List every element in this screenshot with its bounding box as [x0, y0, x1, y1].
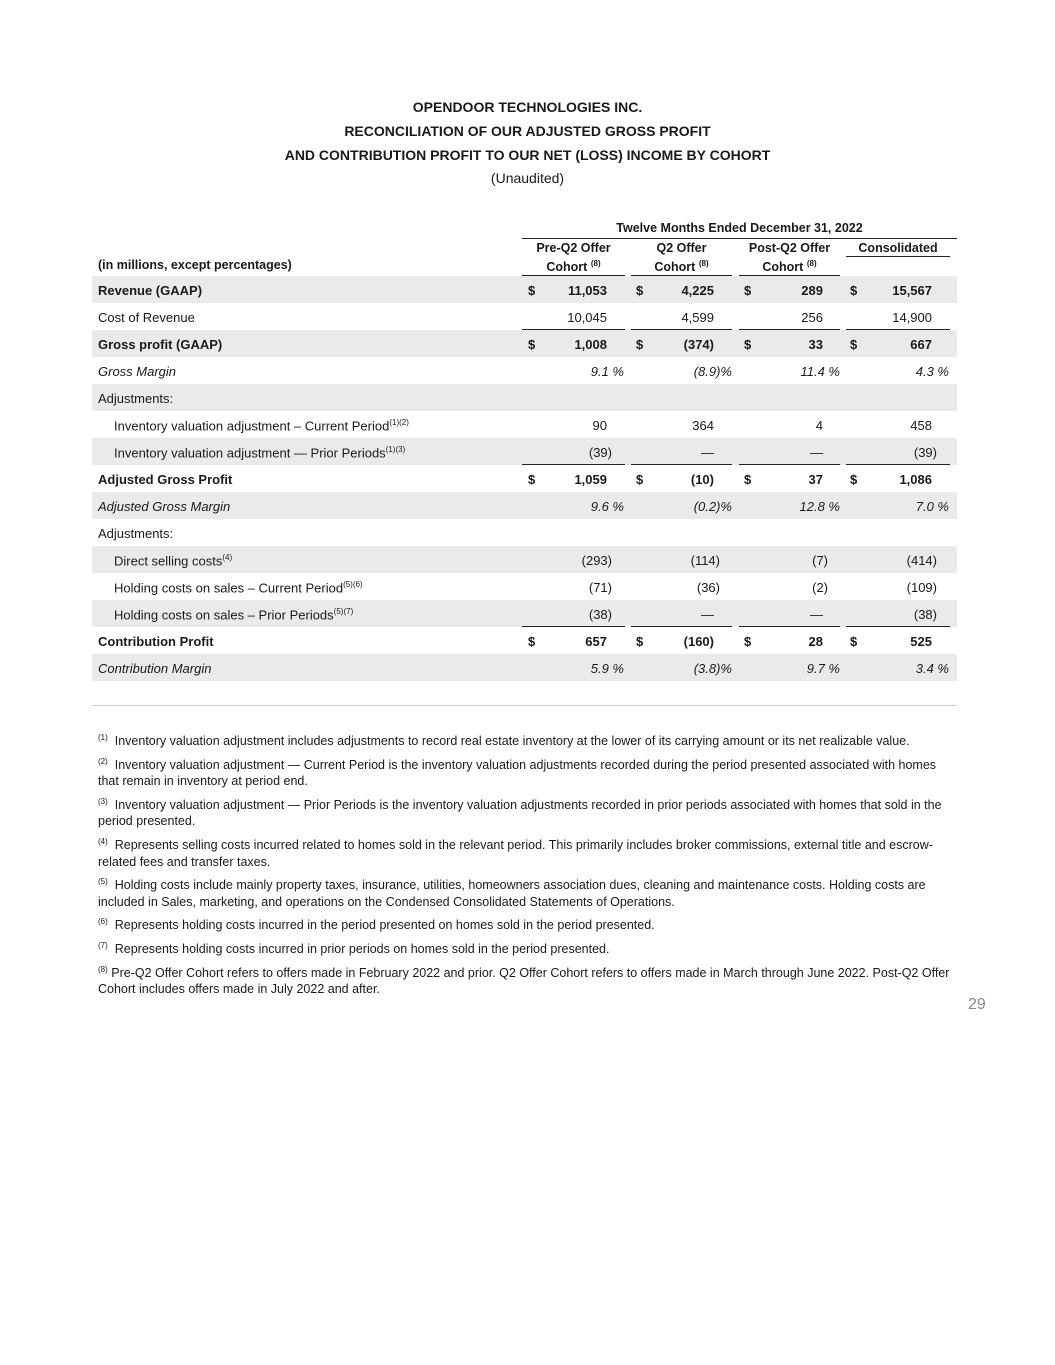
cell-post-q2: 11.4 %: [800, 364, 840, 379]
reconciliation-table: [92, 276, 957, 681]
cell-post-q2: —: [810, 607, 823, 622]
footnote: $^{(8)}$ Pre-Q2 Offer Cohort refers to offers made in February 2022 and prior. Q2 Offer Cohort refers to offers made in March through June 2022. Post-Q2 Offer Cohort includes offers made in July 2022 and after.: [98, 964, 950, 997]
row-label: Contribution Profit: [98, 634, 214, 649]
cell-consolidated: 7.0 %: [915, 499, 949, 514]
cell-pre-q2: 5.9 %: [590, 661, 624, 676]
currency-symbol: $: [850, 472, 858, 487]
currency-symbol: $: [636, 337, 644, 352]
currency-symbol: $: [636, 634, 644, 649]
currency-symbol: $: [528, 634, 536, 649]
row-label: Adjustments:: [98, 526, 174, 541]
footnotes: [98, 730, 958, 1002]
table-row-gross-margin: [92, 357, 957, 384]
row-label: Holding costs on sales – Prior Periods$^{(5)(7)}$: [114, 607, 354, 623]
row-label: Revenue (GAAP): [98, 283, 203, 298]
table-row-iva-current: [92, 411, 957, 438]
cell-post-q2: (2): [812, 580, 828, 595]
cell-q2: (374): [683, 337, 714, 352]
table-row-gross-profit: [92, 330, 957, 357]
footnote: $^{(6)}$ Represents holding costs incurred in the period presented on homes sold in the period presented.: [98, 917, 655, 933]
report-title-line-2: AND CONTRIBUTION PROFIT TO OUR NET (LOSS) INCOME BY COHORT: [284, 147, 771, 163]
row-label: Adjusted Gross Margin: [98, 499, 231, 514]
column-header-line: Cohort $^{(8)}$: [546, 259, 601, 275]
cell-q2: (0.2)%: [693, 499, 732, 514]
column-header-q2: [631, 240, 732, 276]
cell-post-q2: 37: [808, 472, 823, 487]
section-divider: [92, 705, 957, 706]
table-row-holding-costs-prior: [92, 600, 957, 627]
column-header-line: Post-Q2 Offer: [748, 241, 831, 255]
cell-q2: (160): [683, 634, 714, 649]
table-row-direct-selling-costs: [92, 546, 957, 573]
currency-symbol: $: [744, 472, 752, 487]
cell-q2: (10): [690, 472, 714, 487]
footnote: $^{(1)}$ Inventory valuation adjustment includes adjustments to record real estate inventory at the lower of its carrying amount or its net realizable value.: [98, 733, 910, 749]
cell-q2: (3.8)%: [693, 661, 732, 676]
footnote: $^{(4)}$ Represents selling costs incurred related to homes sold in the relevant period. This primarily includes broker commissions, external title and escrow-related fees and transfer taxes.: [98, 836, 933, 869]
column-header-line: Cohort $^{(8)}$: [654, 259, 709, 275]
cell-post-q2: 28: [808, 634, 823, 649]
column-header-line: Pre-Q2 Offer: [536, 241, 611, 255]
row-label: Gross profit (GAAP): [98, 337, 223, 352]
cell-q2: (114): [690, 553, 720, 568]
column-header-pre-q2: [522, 240, 625, 276]
table-row-revenue: [92, 276, 957, 303]
company-name: OPENDOOR TECHNOLOGIES INC.: [412, 99, 643, 115]
cell-q2: —: [701, 607, 714, 622]
cell-pre-q2: 657: [585, 634, 607, 649]
row-label: Holding costs on sales – Current Period$^{(5)(6)}$: [114, 580, 363, 596]
cell-post-q2: 9.7 %: [806, 661, 840, 676]
cell-pre-q2: 1,059: [574, 472, 607, 487]
row-label: Inventory valuation adjustment — Prior Periods$^{(1)(3)}$: [114, 445, 406, 461]
cell-pre-q2: (39): [588, 445, 612, 460]
cell-consolidated: (39): [913, 445, 937, 460]
cell-pre-q2: 10,045: [567, 310, 607, 325]
cell-q2: (8.9)%: [693, 364, 732, 379]
table-row-iva-prior: [92, 438, 957, 465]
cell-post-q2: 256: [801, 310, 823, 325]
row-label: Adjusted Gross Profit: [98, 472, 233, 487]
cell-consolidated: 1,086: [899, 472, 932, 487]
cell-post-q2: 33: [808, 337, 823, 352]
cell-consolidated: 14,900: [892, 310, 932, 325]
currency-symbol: $: [850, 283, 858, 298]
cell-post-q2: 289: [801, 283, 823, 298]
table-row-contribution-profit: [92, 627, 957, 654]
row-label: Adjustments:: [98, 391, 174, 406]
period-header: Twelve Months Ended December 31, 2022: [522, 221, 957, 239]
row-label: Gross Margin: [98, 364, 177, 379]
footnote: $^{(7)}$ Represents holding costs incurred in prior periods on homes sold in the period presented.: [98, 940, 610, 957]
cell-pre-q2: (293): [581, 553, 612, 568]
cell-post-q2: —: [810, 445, 823, 460]
cell-post-q2: 4: [815, 418, 823, 433]
cell-q2: (36): [696, 580, 720, 595]
unaudited-label: (Unaudited): [490, 170, 565, 186]
cell-consolidated: (38): [913, 607, 937, 622]
cell-q2: 4,599: [681, 310, 714, 325]
cell-q2: 4,225: [681, 283, 714, 298]
cell-pre-q2: 90: [592, 418, 607, 433]
report-title-line-1: RECONCILIATION OF OUR ADJUSTED GROSS PROFIT: [344, 123, 711, 139]
cell-consolidated: 3.4 %: [915, 661, 949, 676]
currency-symbol: $: [744, 337, 752, 352]
column-header-consolidated: [846, 240, 950, 257]
row-label: Cost of Revenue: [98, 310, 195, 325]
currency-symbol: $: [528, 283, 536, 298]
currency-symbol: $: [850, 337, 858, 352]
cell-q2: 364: [692, 418, 714, 433]
report-header: [0, 95, 1055, 187]
currency-symbol: $: [744, 634, 752, 649]
column-header-post-q2: [739, 240, 840, 276]
currency-symbol: $: [528, 337, 536, 352]
cell-pre-q2: 9.1 %: [590, 364, 624, 379]
table-row-holding-costs-current: [92, 573, 957, 600]
footnote: $^{(3)}$ Inventory valuation adjustment — Prior Periods is the inventory valuation adjustments recorded in prior periods associated with homes that sold in the period presented.: [98, 796, 942, 829]
cell-post-q2: (7): [812, 553, 828, 568]
cell-consolidated: 4.3 %: [915, 364, 949, 379]
cell-consolidated: 15,567: [892, 283, 932, 298]
row-label: Direct selling costs$^{(4)}$: [114, 553, 233, 569]
cell-consolidated: 525: [910, 634, 932, 649]
cell-consolidated: (414): [906, 553, 937, 568]
cell-pre-q2: 1,008: [574, 337, 607, 352]
table-row-adjusted-gross-profit: [92, 465, 957, 492]
cell-post-q2: 12.8 %: [799, 499, 840, 514]
table-row-adjustments-header: [92, 519, 957, 546]
cell-q2: —: [701, 445, 714, 460]
currency-symbol: $: [744, 283, 752, 298]
table-row-contribution-margin: [92, 654, 957, 681]
column-header-line: Q2 Offer: [656, 241, 707, 255]
cell-pre-q2: 11,053: [567, 283, 607, 298]
cell-pre-q2: (71): [588, 580, 612, 595]
page-number: 29: [968, 996, 986, 1013]
unit-label: (in millions, except percentages): [98, 258, 292, 272]
table-row-cost-of-revenue: [92, 303, 957, 330]
cell-consolidated: 458: [910, 418, 932, 433]
currency-symbol: $: [528, 472, 536, 487]
table-row-adjusted-gross-margin: [92, 492, 957, 519]
cell-pre-q2: (38): [588, 607, 612, 622]
cell-consolidated: (109): [906, 580, 937, 595]
column-header-line: Consolidated: [858, 241, 938, 255]
row-label: Contribution Margin: [98, 661, 212, 676]
row-label: Inventory valuation adjustment – Current Period$^{(1)(2)}$: [114, 418, 409, 434]
footnote: $^{(2)}$ Inventory valuation adjustment — Current Period is the inventory valuation adjustments recorded during the period presented associated with homes that remain in inventory at period end.: [98, 756, 937, 789]
cell-consolidated: 667: [910, 337, 932, 352]
cell-pre-q2: 9.6 %: [590, 499, 624, 514]
table-row-adjustments-header: [92, 384, 957, 411]
column-header-line: Cohort $^{(8)}$: [762, 259, 817, 275]
currency-symbol: $: [636, 283, 644, 298]
currency-symbol: $: [850, 634, 858, 649]
currency-symbol: $: [636, 472, 644, 487]
footnote: $^{(5)}$ Holding costs include mainly property taxes, insurance, utilities, homeowners association dues, cleaning and maintenance costs. Holding costs are included in Sales, marketing, and operations on the Condensed Consolidated Statements of Operations.: [98, 877, 926, 909]
